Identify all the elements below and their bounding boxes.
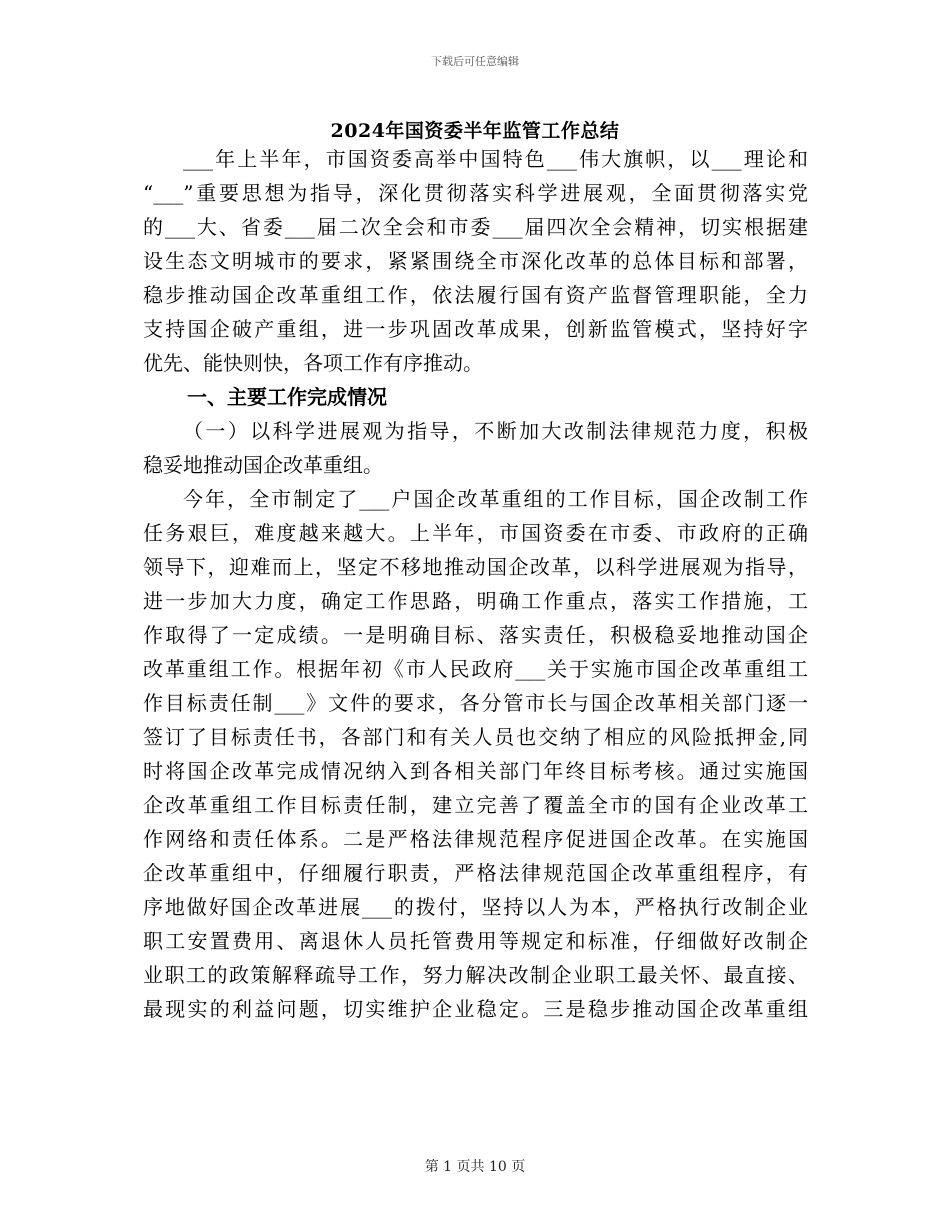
body-line: ___年上半年，市国资委高举中国特色___伟大旗帜，以___理论和 (183, 147, 808, 171)
body-line: 设生态文明城市的要求，紧紧围绕全市深化改革的总体目标和部署， (143, 249, 808, 273)
body-line: 签订了目标责任书，各部门和有关人员也交纳了相应的风险抵押金,同 (143, 725, 808, 749)
body-line: 企改革重组工作目标责任制，建立完善了覆盖全市的国有企业改革工 (143, 793, 808, 817)
section-heading: 一、主要工作完成情况 (187, 385, 387, 409)
document-body (143, 142, 808, 1026)
body-line: 企改革重组中，仔细履行职责，严格法律规范国企改革重组程序，有 (143, 861, 808, 885)
body-line: 的___大、省委___届二次全会和市委___届四次全会精神，切实根据建 (143, 215, 808, 239)
body-line: 作目标责任制___》文件的要求，各分管市长与国企改革相关部门逐一 (143, 691, 808, 715)
body-line: 时将国企改革完成情况纳入到各相关部门年终目标考核。通过实施国 (143, 759, 808, 783)
body-line: （一）以科学进展观为指导，不断加大改制法律规范力度，积极 (183, 419, 808, 443)
body-line: 优先、能快则快，各项工作有序推动。 (143, 351, 483, 375)
page-footer: 第 1 页共 10 页 (424, 1159, 526, 1175)
body-line: 职工安置费用、离退休人员托管费用等规定和标准，仔细做好改制企 (143, 929, 808, 953)
body-line: 进一步加大力度，确定工作思路，明确工作重点，落实工作措施，工 (143, 589, 808, 613)
body-line: 稳妥地推动国企改革重组。 (143, 453, 383, 477)
body-line: “___”重要思想为指导，深化贯彻落实科学进展观，全面贯彻落实党 (143, 181, 808, 205)
document-title: 2024年国资委半年监管工作总结 (330, 120, 620, 142)
body-line: 最现实的利益问题，切实维护企业稳定。三是稳步推动国企改革重组 (143, 997, 808, 1021)
body-line: 稳步推动国企改革重组工作，依法履行国有资产监督管理职能，全力 (143, 283, 808, 307)
body-line: 支持国企破产重组，进一步巩固改革成果，创新监管模式，坚持好字 (143, 317, 808, 341)
body-line: 作取得了一定成绩。一是明确目标、落实责任，积极稳妥地推动国企 (143, 623, 808, 647)
body-line: 作网络和责任体系。二是严格法律规范程序促进国企改革。在实施国 (143, 827, 808, 851)
body-line: 序地做好国企改革进展___的拨付，坚持以人为本，严格执行改制企业 (143, 895, 808, 919)
body-line: 领导下，迎难而上，坚定不移地推动国企改革，以科学进展观为指导， (143, 555, 808, 579)
body-line: 改革重组工作。根据年初《市人民政府___关于实施市国企改革重组工 (143, 657, 808, 681)
body-line: 任务艰巨，难度越来越大。上半年，市国资委在市委、市政府的正确 (143, 521, 808, 545)
header-note: 下载后可任意编辑 (431, 55, 519, 68)
body-line: 业职工的政策解释疏导工作，努力解决改制企业职工最关怀、最直接、 (143, 963, 808, 987)
body-line: 今年，全市制定了___户国企改革重组的工作目标，国企改制工作 (183, 487, 808, 511)
